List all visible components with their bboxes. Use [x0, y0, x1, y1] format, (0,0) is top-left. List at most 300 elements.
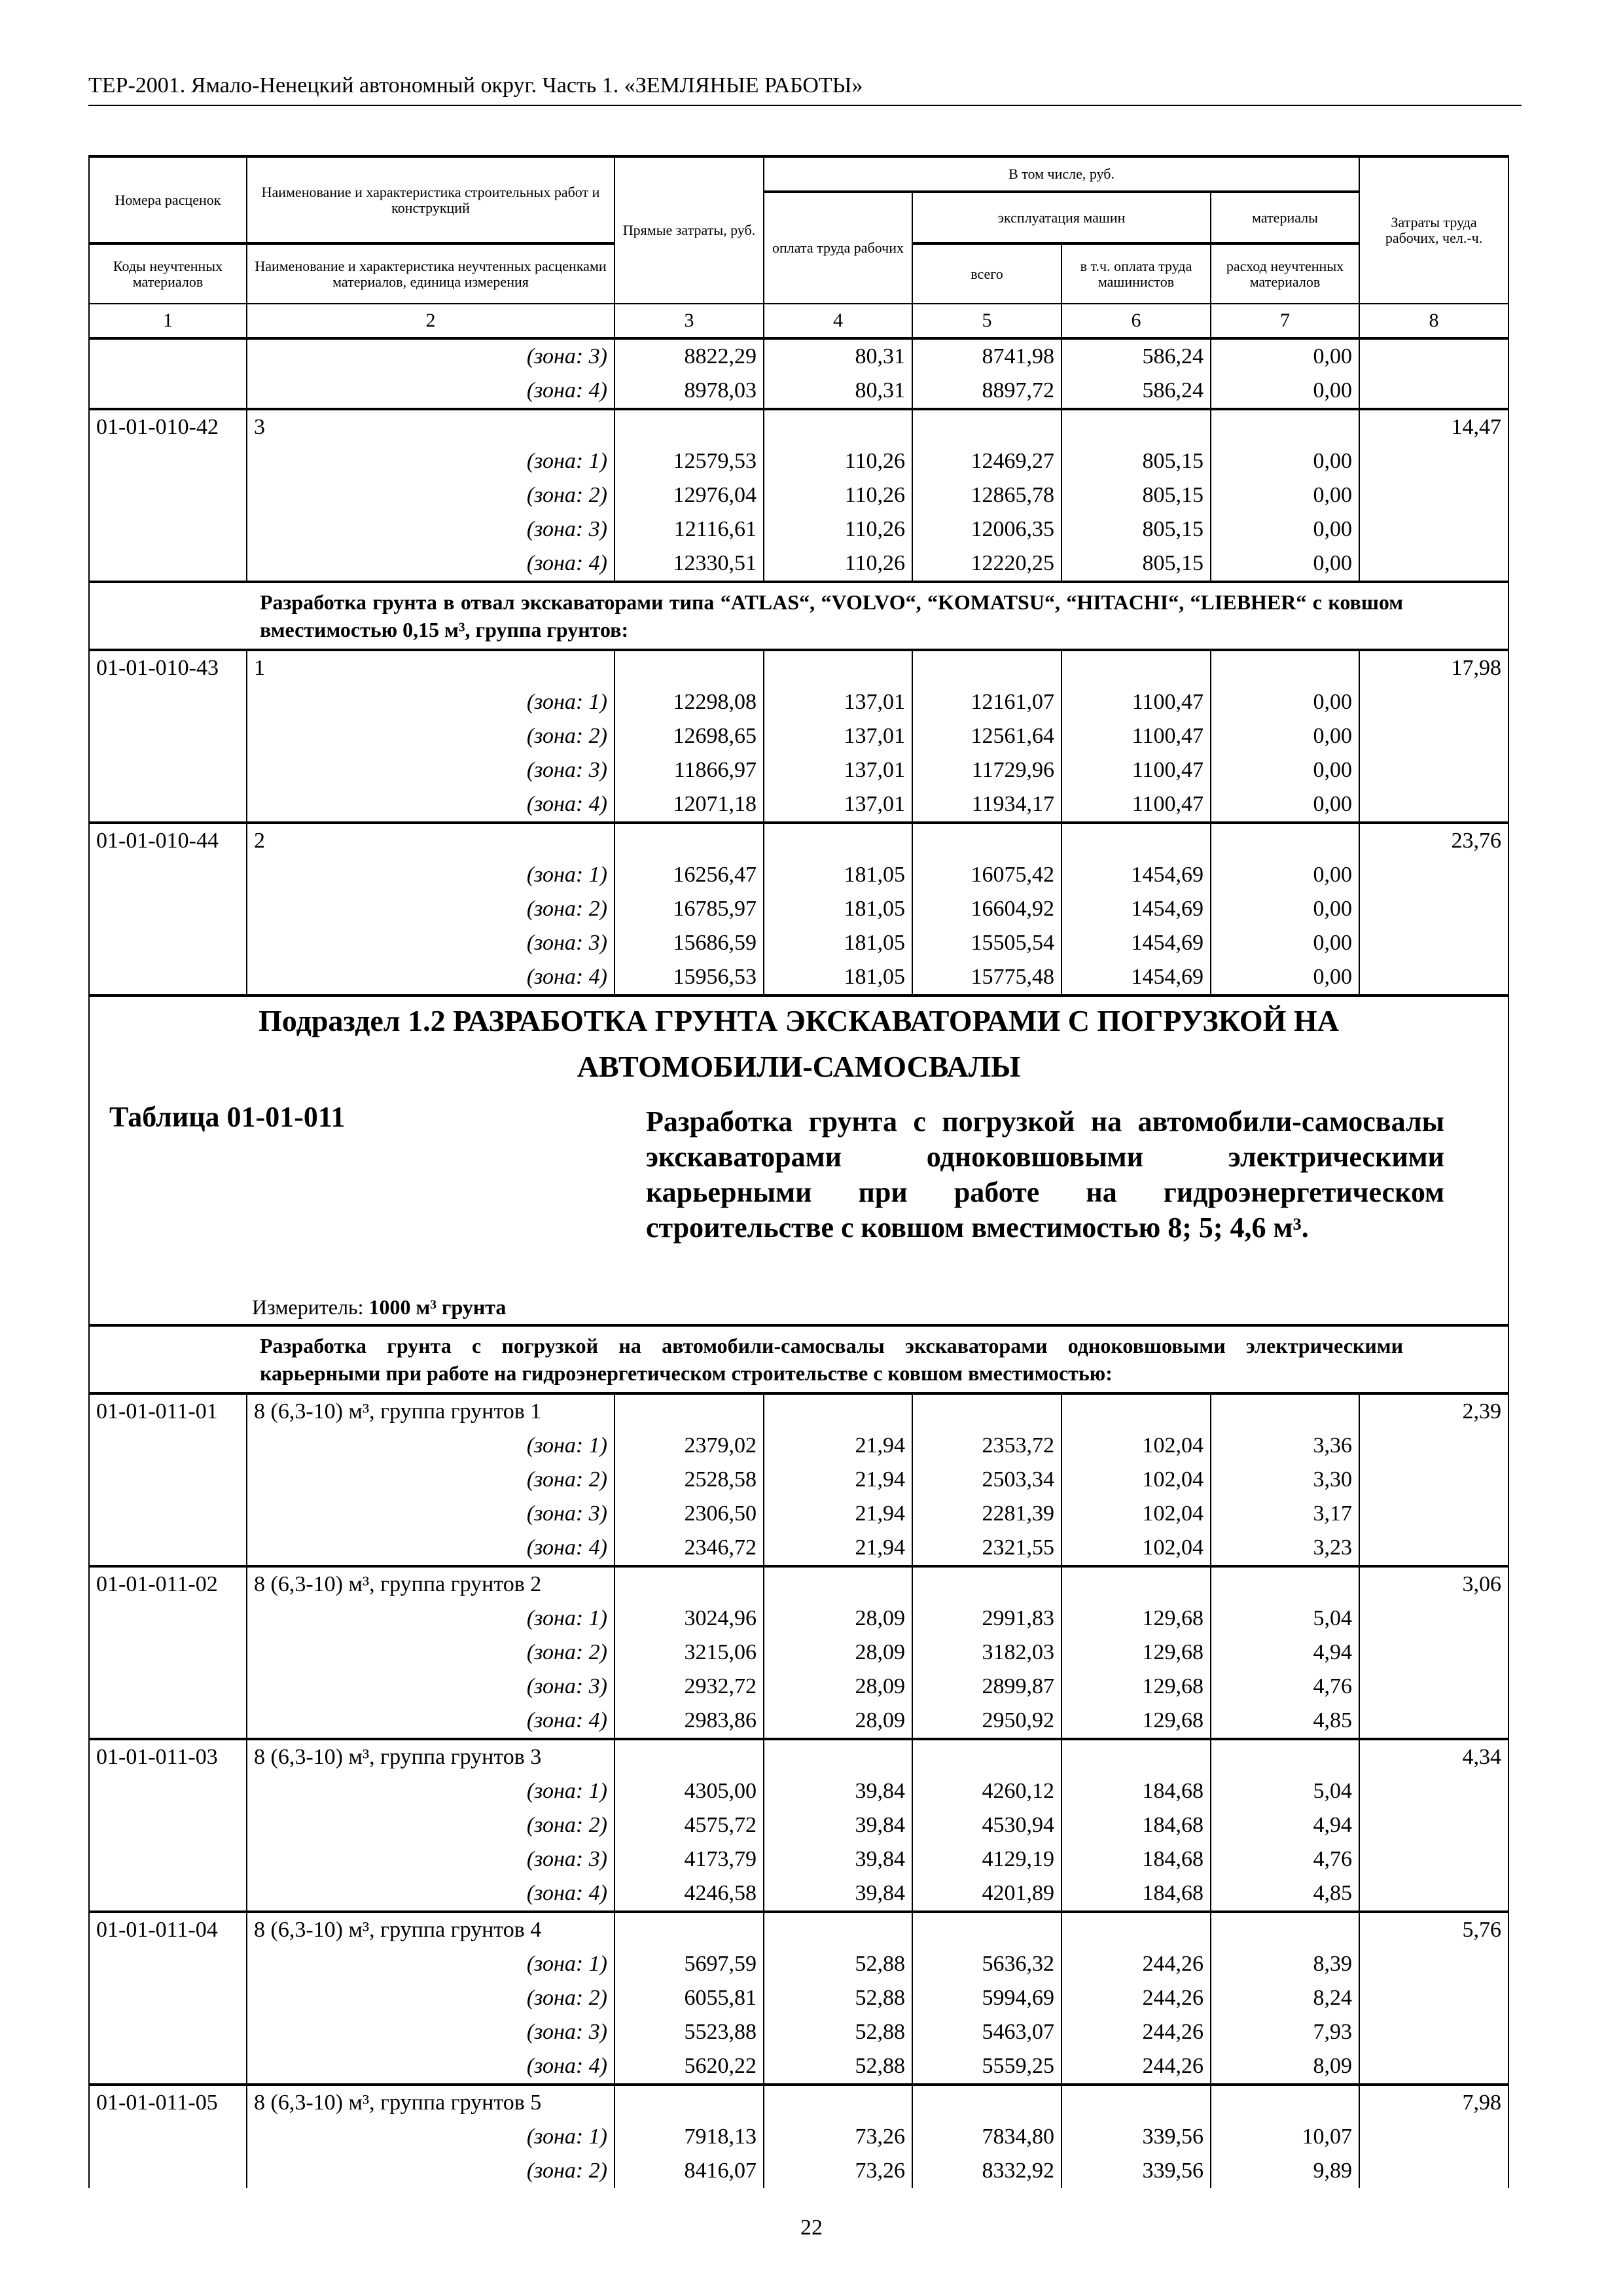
worker-pay: 28,09 [764, 1704, 912, 1739]
header-worker-pay: оплата труда рабочих [764, 192, 912, 304]
zone-label: (зона: 3) [247, 1842, 615, 1876]
direct-cost: 15686,59 [615, 926, 764, 960]
empty-cell [1359, 858, 1508, 892]
empty-cell [912, 1912, 1061, 1947]
empty-cell [912, 1739, 1061, 1774]
direct-cost: 12071,18 [615, 787, 764, 823]
empty-cell [89, 1497, 247, 1531]
material-consumption: 0,00 [1211, 547, 1359, 582]
machines-total: 5559,25 [912, 2049, 1061, 2085]
material-consumption: 8,24 [1211, 1981, 1359, 2015]
machines-total: 4530,94 [912, 1808, 1061, 1842]
direct-cost: 2983,86 [615, 1704, 764, 1739]
material-consumption: 5,04 [1211, 1602, 1359, 1636]
empty-cell [1359, 960, 1508, 996]
zone-label: (зона: 2) [247, 1463, 615, 1497]
material-consumption: 0,00 [1211, 892, 1359, 926]
empty-cell [764, 1912, 912, 1947]
subsection-title: Подраздел 1.2 РАЗРАБОТКА ГРУНТА ЭКСКАВАТОРАМИ С ПОГРУЗКОЙ НА АВТОМОБИЛИ-САМОСВАЛЫ [259, 1004, 1339, 1083]
direct-cost: 7918,13 [615, 2120, 764, 2154]
empty-cell [89, 1636, 247, 1670]
empty-cell [1359, 685, 1508, 719]
empty-cell [764, 650, 912, 685]
worker-pay: 39,84 [764, 1774, 912, 1808]
zone-label: (зона: 2) [247, 1981, 615, 2015]
empty-cell [1359, 444, 1508, 478]
direct-cost: 12698,65 [615, 719, 764, 753]
rate-code: 01-01-011-02 [89, 1566, 247, 1602]
material-consumption: 0,00 [1211, 960, 1359, 996]
material-consumption: 5,04 [1211, 1774, 1359, 1808]
machinist-pay: 244,26 [1061, 1947, 1211, 1981]
machines-total: 12865,78 [912, 478, 1061, 512]
machines-total: 16075,42 [912, 858, 1061, 892]
empty-cell [1359, 1808, 1508, 1842]
zone-row [89, 547, 1508, 582]
zone-row [89, 2015, 1508, 2049]
direct-cost: 4173,79 [615, 1842, 764, 1876]
column-number: 3 [615, 304, 764, 338]
worker-pay: 73,26 [764, 2120, 912, 2154]
direct-cost: 4575,72 [615, 1808, 764, 1842]
zone-row [89, 2120, 1508, 2154]
rate-name: 8 (6,3-10) м³, группа грунтов 1 [247, 1393, 615, 1429]
empty-cell [764, 409, 912, 444]
labor-cost: 2,39 [1359, 1393, 1508, 1429]
machinist-pay: 1454,69 [1061, 858, 1211, 892]
machinist-pay: 586,24 [1061, 338, 1211, 374]
machines-total: 3182,03 [912, 1636, 1061, 1670]
machinist-pay: 1100,47 [1061, 787, 1211, 823]
header-machines: эксплуатация машин [912, 192, 1211, 243]
empty-cell [1359, 1947, 1508, 1981]
running-head: ТЕР-2001. Ямало-Ненецкий автономный округ. Часть 1. «ЗЕМЛЯНЫЕ РАБОТЫ» [88, 73, 863, 98]
header-material-consumption: расход неучтенных материалов [1211, 243, 1359, 304]
direct-cost: 11866,97 [615, 753, 764, 787]
measurer-label: Измеритель: [252, 1295, 364, 1319]
worker-pay: 39,84 [764, 1876, 912, 1912]
table-label: Таблица 01-01-011 [109, 1101, 346, 1133]
empty-cell [89, 338, 247, 374]
zone-label: (зона: 3) [247, 926, 615, 960]
empty-cell [89, 582, 247, 650]
header-materials: материалы [1211, 192, 1359, 243]
machinist-pay: 102,04 [1061, 1497, 1211, 1531]
rate-row [89, 823, 1508, 858]
machinist-pay: 1454,69 [1061, 892, 1211, 926]
rate-row [89, 1912, 1508, 1947]
empty-cell [1061, 650, 1211, 685]
header-direct-costs: Прямые затраты, руб. [615, 156, 764, 304]
rate-code: 01-01-010-42 [89, 409, 247, 444]
zone-label: (зона: 4) [247, 960, 615, 996]
material-consumption: 7,93 [1211, 2015, 1359, 2049]
machines-total: 5463,07 [912, 2015, 1061, 2049]
empty-cell [89, 444, 247, 478]
worker-pay: 28,09 [764, 1670, 912, 1704]
machines-total: 15505,54 [912, 926, 1061, 960]
material-consumption: 0,00 [1211, 753, 1359, 787]
worker-pay: 137,01 [764, 753, 912, 787]
empty-cell [89, 2154, 247, 2188]
page-number: 22 [800, 2215, 823, 2240]
zone-label: (зона: 2) [247, 719, 615, 753]
subsection-cell [89, 996, 1508, 1325]
machinist-pay: 244,26 [1061, 2015, 1211, 2049]
machinist-pay: 102,04 [1061, 1429, 1211, 1463]
worker-pay: 52,88 [764, 2049, 912, 2085]
empty-cell [1211, 409, 1359, 444]
zone-label: (зона: 2) [247, 1808, 615, 1842]
column-number: 1 [89, 304, 247, 338]
rate-code: 01-01-011-01 [89, 1393, 247, 1429]
worker-pay: 137,01 [764, 719, 912, 753]
zone-row [89, 1704, 1508, 1739]
price-table [88, 155, 1509, 2188]
empty-cell [1359, 1463, 1508, 1497]
worker-pay: 181,05 [764, 926, 912, 960]
rate-name: 8 (6,3-10) м³, группа грунтов 3 [247, 1739, 615, 1774]
machines-total: 2321,55 [912, 1531, 1061, 1566]
worker-pay: 39,84 [764, 1808, 912, 1842]
empty-cell [89, 1704, 247, 1739]
empty-cell [89, 858, 247, 892]
rate-name: 8 (6,3-10) м³, группа грунтов 2 [247, 1566, 615, 1602]
material-consumption: 0,00 [1211, 858, 1359, 892]
empty-cell [912, 2085, 1061, 2120]
column-number: 5 [912, 304, 1061, 338]
column-number: 8 [1359, 304, 1508, 338]
material-consumption: 4,76 [1211, 1842, 1359, 1876]
worker-pay: 137,01 [764, 787, 912, 823]
machines-total: 7834,80 [912, 2120, 1061, 2154]
header-including: В том числе, руб. [764, 156, 1359, 192]
machines-total: 8897,72 [912, 374, 1061, 409]
zone-row [89, 2154, 1508, 2188]
zone-label: (зона: 3) [247, 1670, 615, 1704]
empty-cell [1211, 1912, 1359, 1947]
empty-cell [1061, 2085, 1211, 2120]
machines-total: 2281,39 [912, 1497, 1061, 1531]
worker-pay: 110,26 [764, 512, 912, 547]
machinist-pay: 129,68 [1061, 1704, 1211, 1739]
header-material-names: Наименование и характеристика неучтенных расценками материалов, единица измерения [247, 243, 615, 304]
zone-row [89, 858, 1508, 892]
machines-total: 2899,87 [912, 1670, 1061, 1704]
section-heading: Разработка грунта в отвал экскаваторами типа “ATLAS“, “VOLVO“, “KOMATSU“, “HITACHI“, “LIEBHER“ с ковшом вместимостью 0,15 м³, группа грунтов: [247, 582, 1508, 650]
empty-cell [89, 753, 247, 787]
zone-label: (зона: 3) [247, 512, 615, 547]
zone-label: (зона: 1) [247, 444, 615, 478]
material-consumption: 0,00 [1211, 374, 1359, 409]
labor-cost: 23,76 [1359, 823, 1508, 858]
zone-label: (зона: 2) [247, 2154, 615, 2188]
header-material-codes: Коды неучтенных материалов [89, 243, 247, 304]
zone-label: (зона: 2) [247, 478, 615, 512]
material-consumption: 3,30 [1211, 1463, 1359, 1497]
direct-cost: 12579,53 [615, 444, 764, 478]
empty-cell [1359, 2120, 1508, 2154]
empty-cell [1359, 1704, 1508, 1739]
empty-cell [1211, 2085, 1359, 2120]
machinist-pay: 339,56 [1061, 2120, 1211, 2154]
empty-cell [1359, 547, 1508, 582]
empty-cell [615, 409, 764, 444]
worker-pay: 73,26 [764, 2154, 912, 2188]
empty-cell [1359, 1429, 1508, 1463]
worker-pay: 21,94 [764, 1497, 912, 1531]
empty-cell [89, 547, 247, 582]
direct-cost: 2379,02 [615, 1429, 764, 1463]
empty-cell [1359, 374, 1508, 409]
empty-cell [89, 1429, 247, 1463]
empty-cell [89, 2015, 247, 2049]
direct-cost: 4246,58 [615, 1876, 764, 1912]
machines-total: 11729,96 [912, 753, 1061, 787]
empty-cell [615, 1912, 764, 1947]
empty-cell [1211, 823, 1359, 858]
direct-cost: 12976,04 [615, 478, 764, 512]
zone-row [89, 1497, 1508, 1531]
section-heading-row [89, 1325, 1508, 1393]
zone-row [89, 1842, 1508, 1876]
empty-cell [1061, 1393, 1211, 1429]
empty-cell [89, 1808, 247, 1842]
rate-name: 8 (6,3-10) м³, группа грунтов 5 [247, 2085, 615, 2120]
zone-label: (зона: 4) [247, 547, 615, 582]
table-description: Разработка грунта с погрузкой на автомобили-самосвалы экскаваторами одноковшовыми электрическими карьерными при работе на гидроэнергетическом строительстве с ковшом вместимостью 8; 5; 4,6 м³. [646, 1105, 1444, 1244]
worker-pay: 21,94 [764, 1531, 912, 1566]
machines-total: 5636,32 [912, 1947, 1061, 1981]
empty-cell [1359, 1636, 1508, 1670]
machinist-pay: 184,68 [1061, 1842, 1211, 1876]
labor-cost: 17,98 [1359, 650, 1508, 685]
material-consumption: 4,94 [1211, 1808, 1359, 1842]
machines-total: 12161,07 [912, 685, 1061, 719]
rate-code: 01-01-010-44 [89, 823, 247, 858]
machines-total: 15775,48 [912, 960, 1061, 996]
empty-cell [1359, 1531, 1508, 1566]
empty-cell [89, 2120, 247, 2154]
column-number: 4 [764, 304, 912, 338]
machinist-pay: 244,26 [1061, 2049, 1211, 2085]
machines-total: 4260,12 [912, 1774, 1061, 1808]
header-machines-total: всего [912, 243, 1061, 304]
zone-label: (зона: 1) [247, 858, 615, 892]
worker-pay: 137,01 [764, 685, 912, 719]
direct-cost: 16256,47 [615, 858, 764, 892]
machines-total: 12006,35 [912, 512, 1061, 547]
header-work-name: Наименование и характеристика строительных работ и конструкций [247, 156, 615, 243]
worker-pay: 28,09 [764, 1636, 912, 1670]
zone-label: (зона: 3) [247, 753, 615, 787]
worker-pay: 80,31 [764, 374, 912, 409]
labor-cost: 3,06 [1359, 1566, 1508, 1602]
machines-total: 5994,69 [912, 1981, 1061, 2015]
empty-cell [1061, 409, 1211, 444]
empty-cell [1359, 1602, 1508, 1636]
section-heading: Разработка грунта с погрузкой на автомобили-самосвалы экскаваторами одноковшовыми электрическими карьерными при работе на гидроэнергетическом строительстве с ковшом вместимостью: [247, 1325, 1508, 1393]
machines-total: 12469,27 [912, 444, 1061, 478]
material-consumption: 4,94 [1211, 1636, 1359, 1670]
worker-pay: 52,88 [764, 1947, 912, 1981]
column-number: 2 [247, 304, 615, 338]
empty-cell [89, 787, 247, 823]
empty-cell [1211, 1739, 1359, 1774]
zone-label: (зона: 1) [247, 1429, 615, 1463]
direct-cost: 8416,07 [615, 2154, 764, 2188]
empty-cell [89, 1602, 247, 1636]
zone-label: (зона: 4) [247, 2049, 615, 2085]
machines-total: 2991,83 [912, 1602, 1061, 1636]
worker-pay: 21,94 [764, 1463, 912, 1497]
machinist-pay: 1454,69 [1061, 960, 1211, 996]
measurer [252, 1294, 506, 1320]
labor-cost: 4,34 [1359, 1739, 1508, 1774]
direct-cost: 6055,81 [615, 1981, 764, 2015]
material-consumption: 0,00 [1211, 338, 1359, 374]
direct-cost: 5620,22 [615, 2049, 764, 2085]
machinist-pay: 339,56 [1061, 2154, 1211, 2188]
section-heading-row [89, 582, 1508, 650]
machinist-pay: 129,68 [1061, 1636, 1211, 1670]
rate-name: 1 [247, 650, 615, 685]
empty-cell [89, 719, 247, 753]
empty-cell [1359, 1842, 1508, 1876]
rate-row [89, 1739, 1508, 1774]
worker-pay: 28,09 [764, 1602, 912, 1636]
zone-label: (зона: 2) [247, 892, 615, 926]
empty-cell [764, 823, 912, 858]
zone-label: (зона: 4) [247, 1704, 615, 1739]
empty-cell [89, 512, 247, 547]
empty-cell [912, 1566, 1061, 1602]
zone-row [89, 1670, 1508, 1704]
machines-total: 12561,64 [912, 719, 1061, 753]
zone-row [89, 685, 1508, 719]
empty-cell [912, 823, 1061, 858]
direct-cost: 2932,72 [615, 1670, 764, 1704]
rate-name: 3 [247, 409, 615, 444]
machinist-pay: 184,68 [1061, 1808, 1211, 1842]
machines-total: 2950,92 [912, 1704, 1061, 1739]
material-consumption: 4,76 [1211, 1670, 1359, 1704]
machines-total: 2353,72 [912, 1429, 1061, 1463]
material-consumption: 0,00 [1211, 478, 1359, 512]
direct-cost: 5697,59 [615, 1947, 764, 1981]
zone-label: (зона: 1) [247, 1947, 615, 1981]
material-consumption: 0,00 [1211, 719, 1359, 753]
material-consumption: 8,39 [1211, 1947, 1359, 1981]
zone-row [89, 1774, 1508, 1808]
zone-label: (зона: 3) [247, 1497, 615, 1531]
rate-code: 01-01-011-05 [89, 2085, 247, 2120]
machinist-pay: 102,04 [1061, 1463, 1211, 1497]
zone-row [89, 960, 1508, 996]
material-consumption: 8,09 [1211, 2049, 1359, 2085]
material-consumption: 0,00 [1211, 685, 1359, 719]
material-consumption: 4,85 [1211, 1704, 1359, 1739]
empty-cell [1359, 478, 1508, 512]
zone-row [89, 338, 1508, 374]
worker-pay: 181,05 [764, 892, 912, 926]
header-rate-numbers: Номера расценок [89, 156, 247, 243]
rate-code: 01-01-011-03 [89, 1739, 247, 1774]
machinist-pay: 129,68 [1061, 1670, 1211, 1704]
empty-cell [1061, 823, 1211, 858]
machines-total: 11934,17 [912, 787, 1061, 823]
direct-cost: 12298,08 [615, 685, 764, 719]
empty-cell [764, 1566, 912, 1602]
zone-row [89, 444, 1508, 478]
zone-label: (зона: 1) [247, 2120, 615, 2154]
zone-row [89, 787, 1508, 823]
material-consumption: 9,89 [1211, 2154, 1359, 2188]
machinist-pay: 805,15 [1061, 444, 1211, 478]
machinist-pay: 1100,47 [1061, 719, 1211, 753]
rate-row [89, 650, 1508, 685]
material-consumption: 4,85 [1211, 1876, 1359, 1912]
direct-cost: 2306,50 [615, 1497, 764, 1531]
zone-row [89, 1808, 1508, 1842]
rate-name: 8 (6,3-10) м³, группа грунтов 4 [247, 1912, 615, 1947]
worker-pay: 110,26 [764, 547, 912, 582]
empty-cell [89, 478, 247, 512]
zone-row [89, 512, 1508, 547]
machinist-pay: 805,15 [1061, 478, 1211, 512]
empty-cell [1061, 1739, 1211, 1774]
rate-row [89, 1393, 1508, 1429]
zone-row [89, 1602, 1508, 1636]
empty-cell [89, 1670, 247, 1704]
empty-cell [1359, 753, 1508, 787]
empty-cell [1359, 926, 1508, 960]
machinist-pay: 102,04 [1061, 1531, 1211, 1566]
machines-total: 4201,89 [912, 1876, 1061, 1912]
empty-cell [89, 2049, 247, 2085]
empty-cell [615, 1739, 764, 1774]
labor-cost: 14,47 [1359, 409, 1508, 444]
empty-cell [1359, 892, 1508, 926]
header-rule [88, 105, 1522, 106]
empty-cell [89, 374, 247, 409]
machines-total: 8741,98 [912, 338, 1061, 374]
zone-row [89, 753, 1508, 787]
worker-pay: 181,05 [764, 858, 912, 892]
rate-code: 01-01-010-43 [89, 650, 247, 685]
measurer-value: 1000 м³ грунта [368, 1295, 507, 1319]
zone-row [89, 2049, 1508, 2085]
zone-label: (зона: 4) [247, 374, 615, 409]
header-labor-costs: Затраты труда рабочих, чел.-ч. [1359, 156, 1508, 304]
empty-cell [1359, 1876, 1508, 1912]
empty-cell [764, 1739, 912, 1774]
empty-cell [615, 1393, 764, 1429]
machinist-pay: 805,15 [1061, 547, 1211, 582]
empty-cell [764, 1393, 912, 1429]
material-consumption: 0,00 [1211, 444, 1359, 478]
zone-label: (зона: 4) [247, 1531, 615, 1566]
zone-label: (зона: 1) [247, 685, 615, 719]
zone-row [89, 1947, 1508, 1981]
material-consumption: 0,00 [1211, 787, 1359, 823]
worker-pay: 21,94 [764, 1429, 912, 1463]
empty-cell [1359, 1981, 1508, 2015]
zone-label: (зона: 2) [247, 1636, 615, 1670]
machinist-pay: 184,68 [1061, 1774, 1211, 1808]
empty-cell [1359, 1774, 1508, 1808]
empty-cell [1359, 1670, 1508, 1704]
